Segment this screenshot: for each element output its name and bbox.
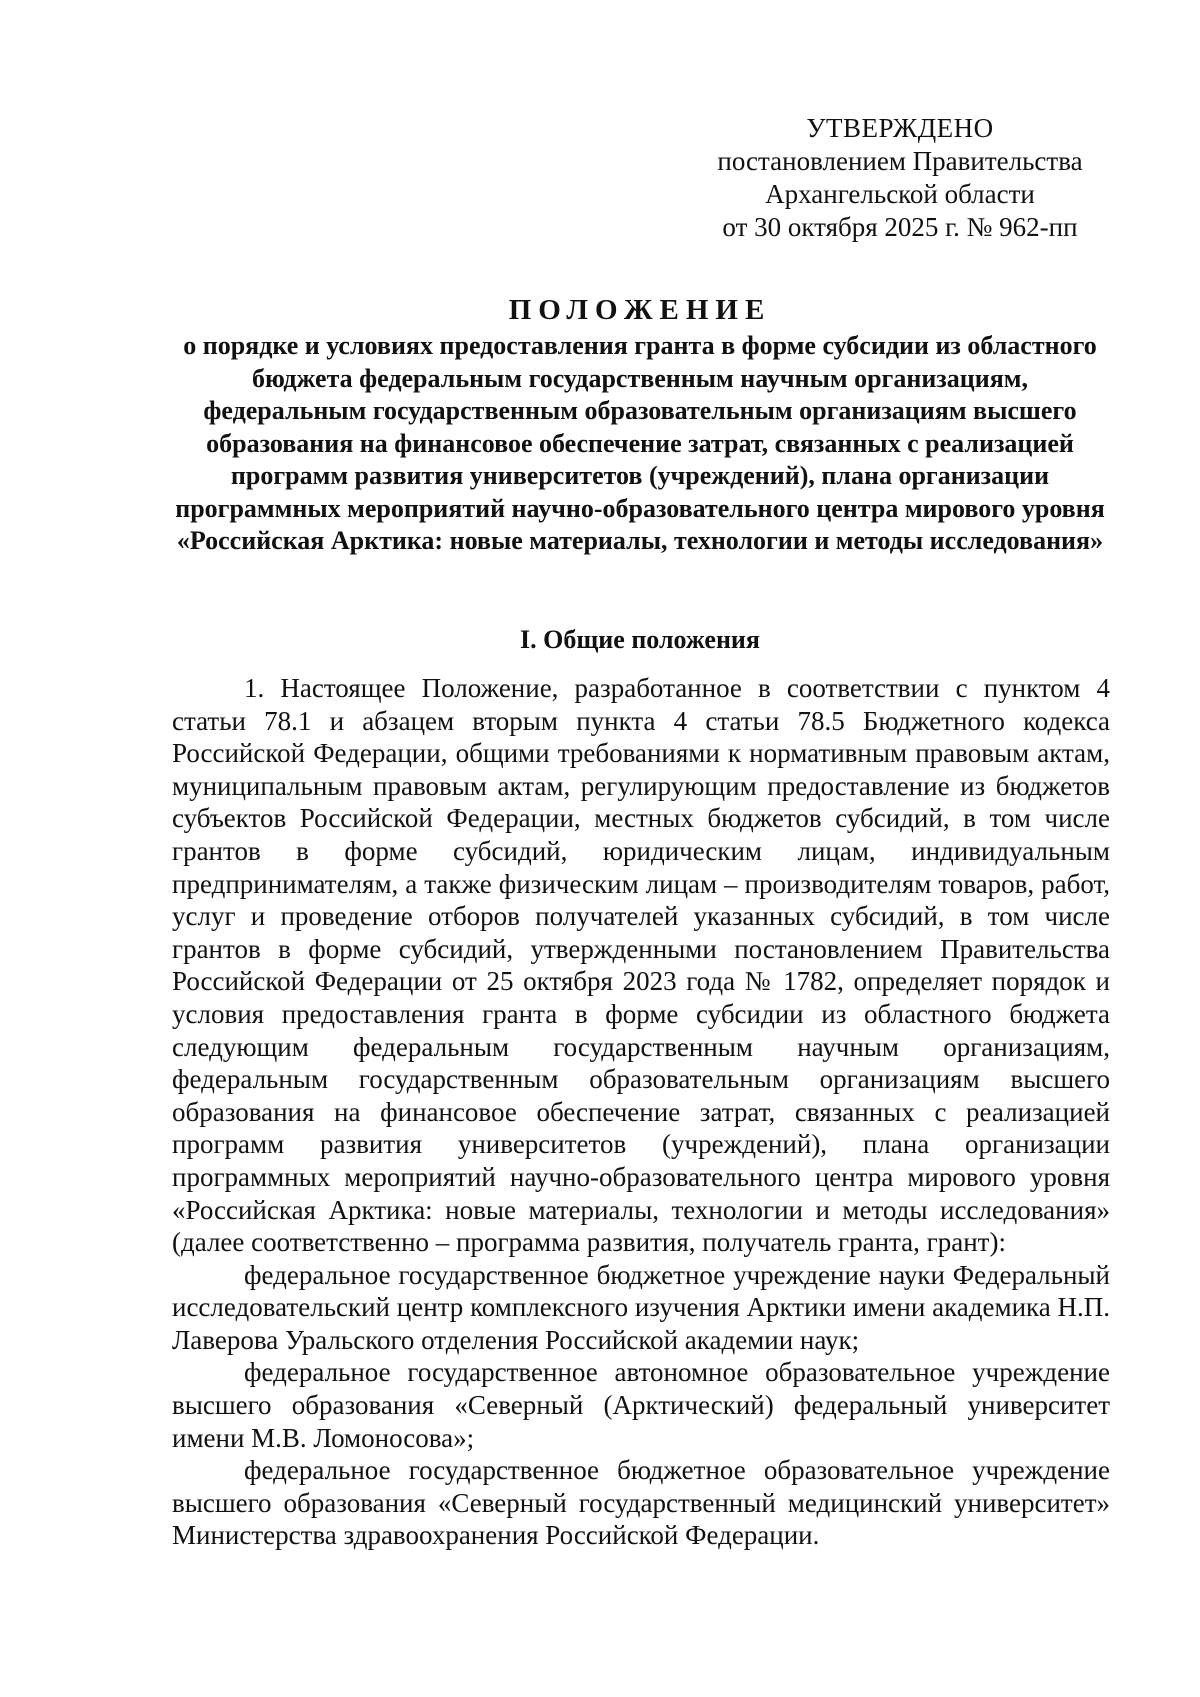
approval-heading: УТВЕРЖДЕНО	[806, 113, 994, 143]
approval-date-number: от 30 октября 2025 г. № 962-пп	[722, 212, 1078, 242]
approval-authority: постановлением Правительства	[717, 146, 1083, 176]
paragraph-1: 1. Настоящее Положение, разработанное в соответствии с пунктом 4 статьи 78.1 и абзацем вторым пункта 4 статьи 78.5 Бюджетного кодекса Российской Федерации, общими требованиями к нормативным правовым актам, муниципальным правовым актам, регулирующим предоставление из бюджетов субъектов Российской Федерации, местных бюджетов субсидий, в том числе грантов в форме субсидий, юридическим лицам, индивидуальным предпринимателям, а также физическим лицам – производителям товаров, работ, услуг и проведение отборов получателей указанных субсидий, в том числе грантов в форме субсидий, утвержденными постановлением Правительства Российской Федерации от 25 октября 2023 года № 1782, определяет порядок и условия предоставления гранта в форме субсидии из областного бюджета следующим федеральным государственным научным организациям, федеральным государственным образовательным организациям высшего образования на финансовое обеспечение затрат, связанных с реализацией программ развития университетов (учреждений), плана организации программных мероприятий научно-образовательного центра мирового уровня «Российская Арктика: новые материалы, технологии и методы исследования» (далее соответственно – программа развития, получатель гранта, грант):	[172, 673, 1110, 1258]
approval-region: Архангельской области	[765, 179, 1035, 209]
document-heading	[170, 292, 1110, 558]
section-title: I. Общие положения	[520, 625, 760, 654]
document-title: ПОЛОЖЕНИЕ	[508, 294, 772, 326]
approval-stamp	[700, 112, 1100, 244]
paragraph-3: федеральное государственное автономное образовательное учреждение высшего образования «Северный (Арктический) федеральный университет имени М.В. Ломоносова»;	[172, 1357, 1110, 1453]
paragraph-2: федеральное государственное бюджетное учреждение науки Федеральный исследовательский центр комплексного изучения Арктики имени академика Н.П. Лаверова Уральского отделения Российской академии наук;	[172, 1259, 1110, 1355]
document-subtitle: о порядке и условиях предоставления гранта в форме субсидии из областного бюджета федеральным государственным научным организациям, федеральным государственным образовательным организациям высшего образования на финансовое обеспечение затрат, связанных с реализацией программ развития университетов (учреждений), плана организации программных мероприятий научно-образовательного центра мирового уровня «Российская Арктика: новые материалы, технологии и методы исследования»	[175, 331, 1105, 555]
section-body	[172, 672, 1110, 1552]
paragraph-4: федеральное государственное бюджетное образовательное учреждение высшего образования «Северный государственный медицинский университет» Министерства здравоохранения Российской Федерации.	[172, 1455, 1110, 1551]
